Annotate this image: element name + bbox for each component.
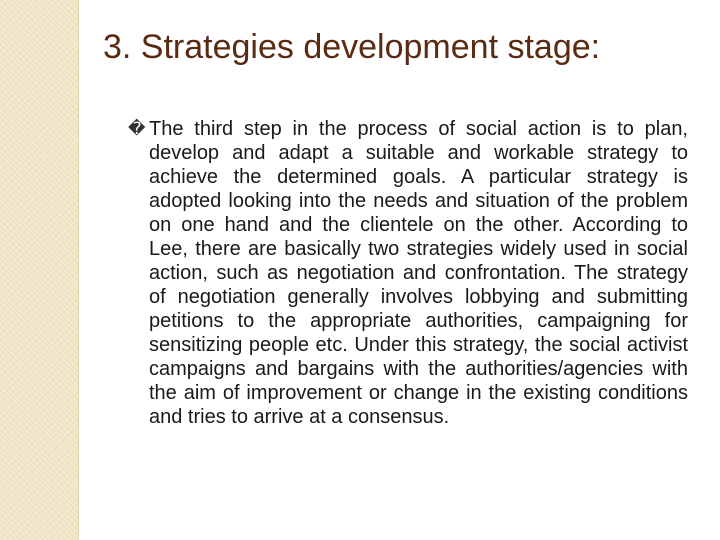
slide-title: 3. Strategies development stage: [103, 28, 601, 66]
side-band-divider [78, 0, 79, 540]
content-block [128, 117, 688, 429]
decorative-side-band [0, 0, 78, 540]
body-paragraph: The third step in the process of social action is to plan, develop and adapt a suitable and workable strategy to achieve the determined goals. A particular strategy is adopted looking into the needs and situation of the problem on one hand and the clientele on the other. According to Lee, there are basically two strategies widely used in social action, such as negotiation and confrontation. The strategy of negotiation generally involves lobbying and submitting petitions to the appropriate authorities, campaigning for sensitizing people etc. Under this strategy, the social activist campaigns and bargains with the authorities/agencies with the aim of improvement or change in the existing conditions and tries to arrive at a consensus. [149, 118, 688, 428]
bullet-icon: � [128, 119, 146, 139]
